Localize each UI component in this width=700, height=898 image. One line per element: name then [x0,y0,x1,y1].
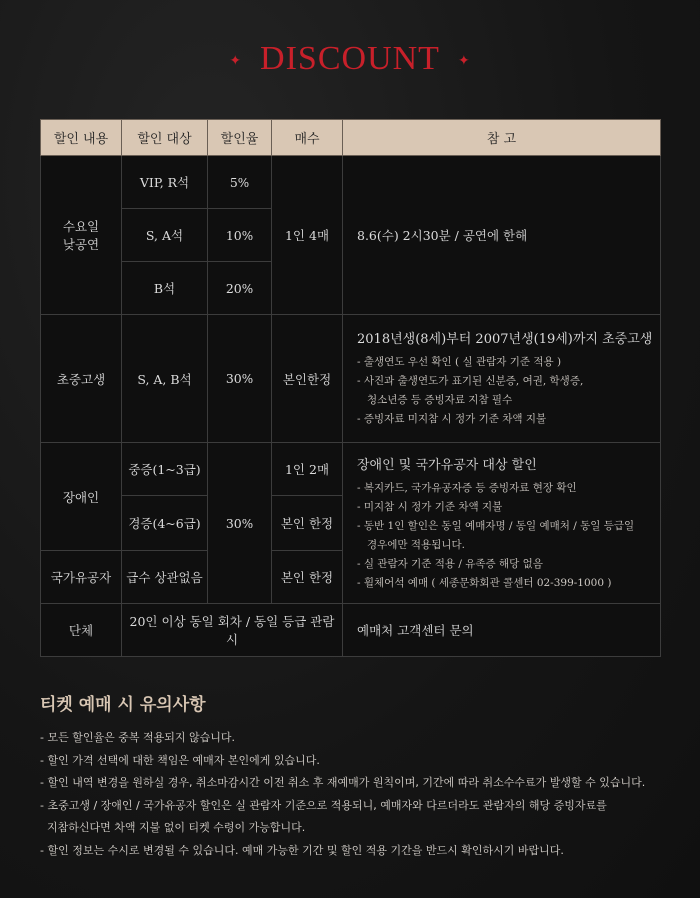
list-item: - 실 관람자 기준 적용 / 유족증 해당 없음 [357,557,543,570]
list-item: - 출생연도 우선 확인 ( 실 관람자 기준 적용 ) [357,356,562,368]
header-cell: 참 고 [343,120,661,156]
list-item: - 증빙자료 미지참 시 정가 기준 차액 지불 [357,413,547,425]
target-cell: S, A석 [122,209,208,262]
target-cell: 20인 이상 동일 회차 / 동일 등급 관람 시 [122,604,343,657]
target-cell: B석 [122,262,208,315]
list-item: - 사진과 출생연도가 표기된 신분증, 여권, 학생증, [357,375,584,387]
table-header-row [41,120,661,156]
table-row [41,156,661,209]
header-cell: 할인 내용 [41,120,122,156]
note-cell: 예매처 고객센터 문의 [343,604,661,657]
header-cell: 할인 대상 [122,120,208,156]
ornament-icon: ✦ [457,53,471,69]
table-row [41,604,661,657]
note-title: 2018년생(8세)부터 2007년생(19세)까지 초중고생 [357,332,653,347]
list-item: - 초중고생 / 장애인 / 국가유공자 할인은 실 관람자 기준으로 적용되니, 예매자와 다르더라도 관람자의 해당 증빙자료를 [40,798,607,812]
table-row [41,315,661,443]
note-title: 장애인 및 국가유공자 대상 할인 [357,457,537,473]
target-cell: S, A, B석 [122,315,208,443]
notice-title: 티켓 예매 시 유의사항 [40,695,206,715]
category-disabled: 장애인 [41,443,122,551]
rate-cell: 30% [208,443,272,604]
list-item: - 휠체어석 예매 ( 세종문화회관 콜센터 02-399-1000 ) [357,576,612,589]
list-item: 지참하신다면 차액 지불 없이 티켓 수령이 가능합니다. [47,821,306,834]
list-item: 청소년증 등 증빙자료 지참 필수 [367,394,513,406]
category-student: 초중고생 [41,315,122,443]
count-cell: 1인 4매 [272,156,343,315]
header-cell: 할인율 [208,120,272,156]
list-item: - 동반 1인 할인은 동일 예매자명 / 동일 예매처 / 동일 등급일 [357,519,635,532]
notice-section [40,690,680,862]
target-cell: 중증(1~3급) [122,443,208,496]
note-cell [343,315,661,443]
list-item: - 모든 할인율은 중복 적용되지 않습니다. [40,731,235,744]
list-item: 경우에만 적용됩니다. [367,538,465,551]
note-list [357,479,659,593]
target-cell: 경증(4~6급) [122,496,208,551]
rate-cell: 20% [208,262,272,315]
rate-cell: 30% [208,315,272,443]
ornament-icon: ✦ [229,53,243,69]
note-cell: 8.6(수) 2시30분 / 공연에 한해 [343,156,661,315]
rate-cell: 5% [208,156,272,209]
discount-table [40,119,661,657]
category-group: 단체 [41,604,122,657]
rate-cell: 10% [208,209,272,262]
category-veteran: 국가유공자 [41,551,122,604]
list-item: - 할인 가격 선택에 대한 책임은 예매자 본인에게 있습니다. [40,753,320,767]
table-row [41,443,661,496]
note-list [357,353,659,429]
title-text: DISCOUNT [260,40,440,77]
notice-list [40,727,680,862]
count-cell: 본인 한정 [272,496,343,551]
list-item: - 미지참 시 정가 기준 차액 지불 [357,500,503,513]
count-cell: 본인한정 [272,315,343,443]
list-item: - 복지카드, 국가유공자증 등 증빙자료 현장 확인 [357,481,577,494]
target-cell: 급수 상관없음 [122,551,208,604]
list-item: - 할인 내역 변경을 원하실 경우, 취소마감시간 이전 취소 후 재예매가 원칙이며, 기간에 따라 취소수수료가 발생할 수 있습니다. [40,776,646,789]
count-cell: 1인 2매 [272,443,343,496]
category-weekday: 수요일 낮공연 [41,156,122,315]
page-title [0,40,700,78]
target-cell: VIP, R석 [122,156,208,209]
count-cell: 본인 한정 [272,551,343,604]
list-item: - 할인 정보는 수시로 변경될 수 있습니다. 예매 가능한 기간 및 할인 적용 기간을 반드시 확인하시기 바랍니다. [40,843,564,857]
note-cell [343,443,661,604]
header-cell: 매수 [272,120,343,156]
